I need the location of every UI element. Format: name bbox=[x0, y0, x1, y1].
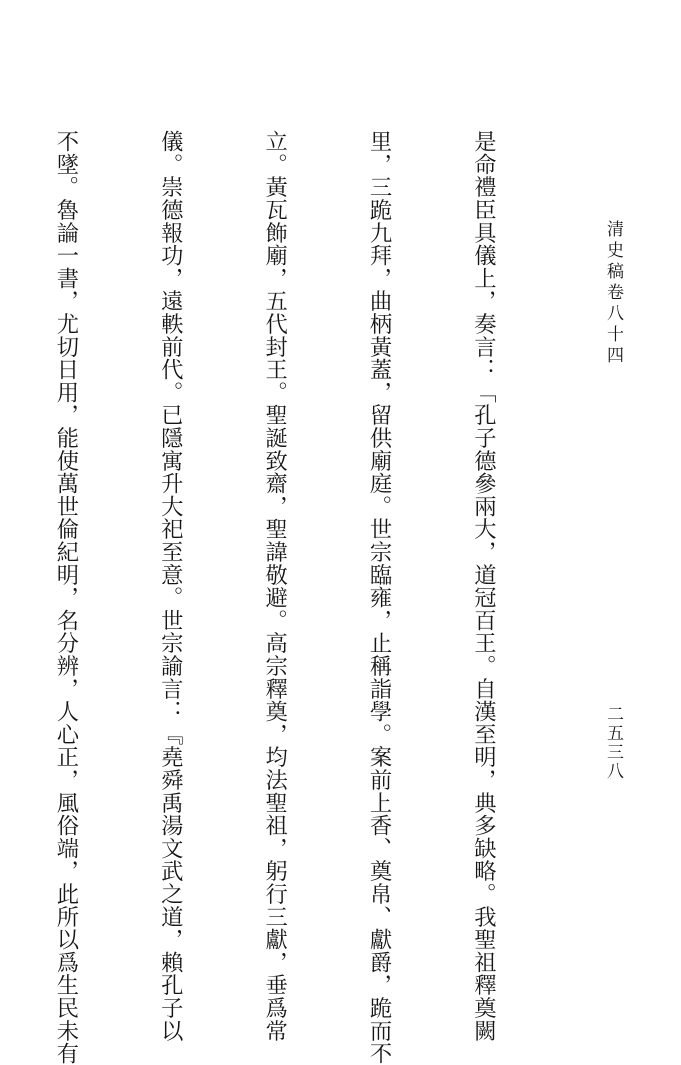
text-column: 儀。崇德報功，遠軼前代。已隱寓升大祀至意。世宗諭言：『堯舜禹湯文武之道，賴孔子以 bbox=[157, 130, 184, 1042]
page-number: 二五三八 bbox=[603, 705, 623, 781]
body-text bbox=[52, 130, 570, 1065]
text-column: 立。黃瓦飾廟，五代封王。聖誕致齋，聖諱敬避。高宗釋奠，均法聖祖，躬行三獻，垂爲常 bbox=[261, 130, 288, 1042]
text-column: 不墜。魯論一書，尤切日用，能使萬世倫紀明，名分辨，人心正，風俗端，此所以爲生民未有 bbox=[52, 130, 79, 1065]
text-column: 里，三跪九拜，曲柄黃蓋，留供廟庭。世宗臨雍，止稱詣學。案前上香、奠帛、獻爵，跪而不 bbox=[366, 130, 393, 1065]
running-head: 清史稿卷八十四 bbox=[603, 220, 623, 367]
text-column: 是命禮臣具儀上，奏言：「孔子德參兩大，道冠百王。自漢至明，典多缺略。我聖祖釋奠闕 bbox=[470, 130, 497, 1042]
